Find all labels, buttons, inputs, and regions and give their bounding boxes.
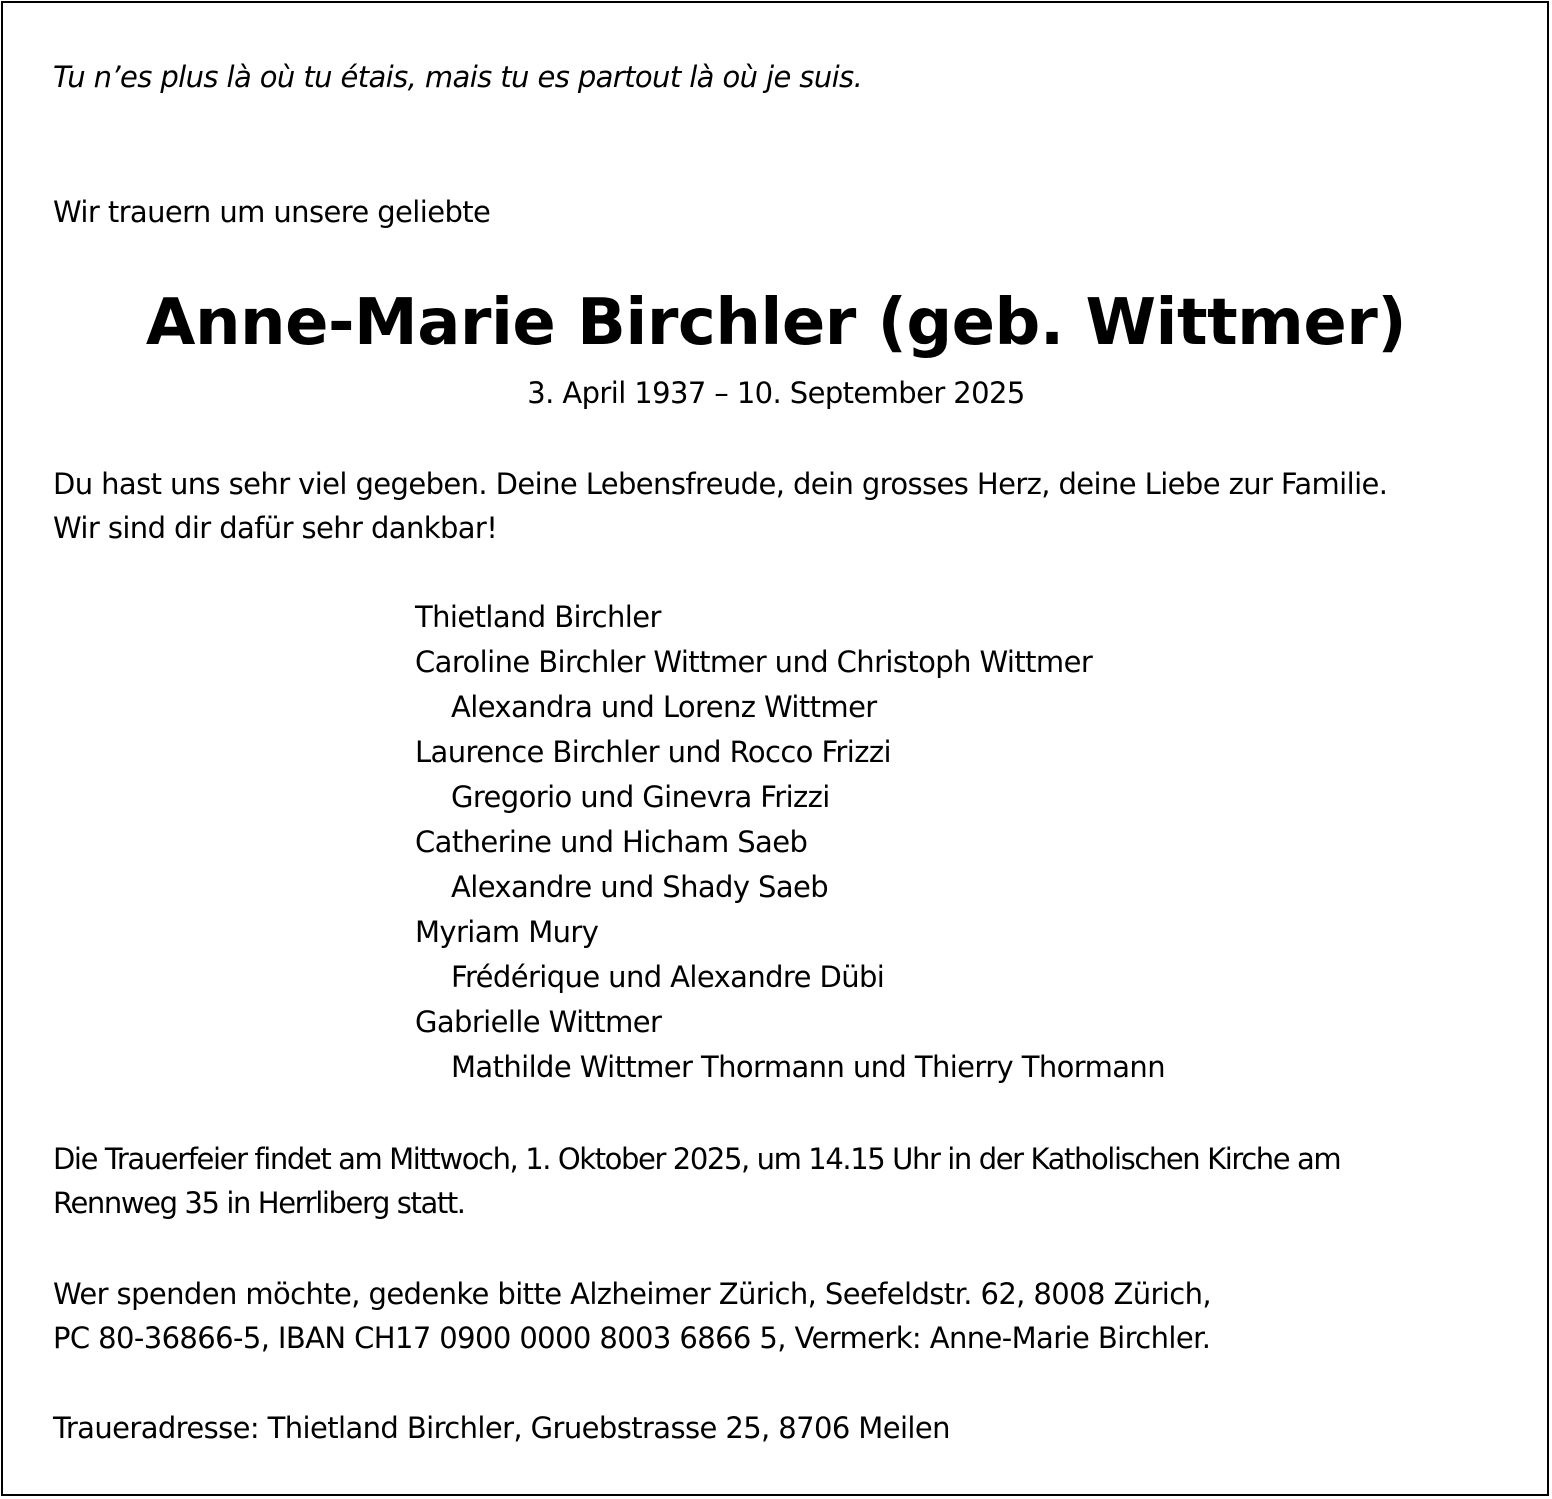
mourner-entry-indented: Gregorio und Ginevra Frizzi (451, 780, 830, 814)
donation-line: PC 80-36866-5, IBAN CH17 0900 0000 8003 6866 5, Vermerk: Anne-Marie Birchler. (53, 1321, 1211, 1355)
mourners-list (415, 595, 1165, 1090)
life-dates: 3. April 1937 – 10. September 2025 (527, 376, 1025, 410)
mourner-entry-indented: Alexandra und Lorenz Wittmer (451, 690, 877, 724)
mourner-entry: Catherine und Hicham Saeb (415, 825, 808, 859)
donation-details (53, 1272, 1211, 1360)
service-line: Die Trauerfeier findet am Mittwoch, 1. Oktober 2025, um 14.15 Uhr in der Katholischen Kirche am (53, 1142, 1341, 1176)
mourner-entry: Myriam Mury (415, 915, 599, 949)
intro-line: Wir trauern um unsere geliebte (53, 195, 491, 229)
tribute-paragraph (53, 462, 1503, 550)
mourner-entry-indented: Alexandre und Shady Saeb (451, 870, 829, 904)
mourner-entry: Gabrielle Wittmer (415, 1005, 662, 1039)
tribute-line: Du hast uns sehr viel gegeben. Deine Lebensfreude, dein grosses Herz, deine Liebe zur Familie. (53, 467, 1388, 501)
service-line: Rennweg 35 in Herrliberg statt. (53, 1186, 465, 1220)
mourner-entry: Thietland Birchler (415, 600, 661, 634)
service-details (53, 1137, 1503, 1225)
motto-quote: Tu n’es plus là où tu étais, mais tu es partout là où je suis. (53, 60, 863, 94)
mourner-entry-indented: Mathilde Wittmer Thormann und Thierry Thormann (451, 1050, 1165, 1084)
tribute-line: Wir sind dir dafür sehr dankbar! (53, 511, 498, 545)
deceased-name: Anne-Marie Birchler (geb. Wittmer) (145, 286, 1407, 360)
donation-line: Wer spenden möchte, gedenke bitte Alzheimer Zürich, Seefeldstr. 62, 8008 Zürich, (53, 1277, 1212, 1311)
mourner-entry: Laurence Birchler und Rocco Frizzi (415, 735, 891, 769)
mourning-address: Traueradresse: Thietland Birchler, Gruebstrasse 25, 8706 Meilen (53, 1411, 950, 1445)
mourner-entry: Caroline Birchler Wittmer und Christoph Wittmer (415, 645, 1093, 679)
mourner-entry-indented: Frédérique und Alexandre Dübi (451, 960, 885, 994)
